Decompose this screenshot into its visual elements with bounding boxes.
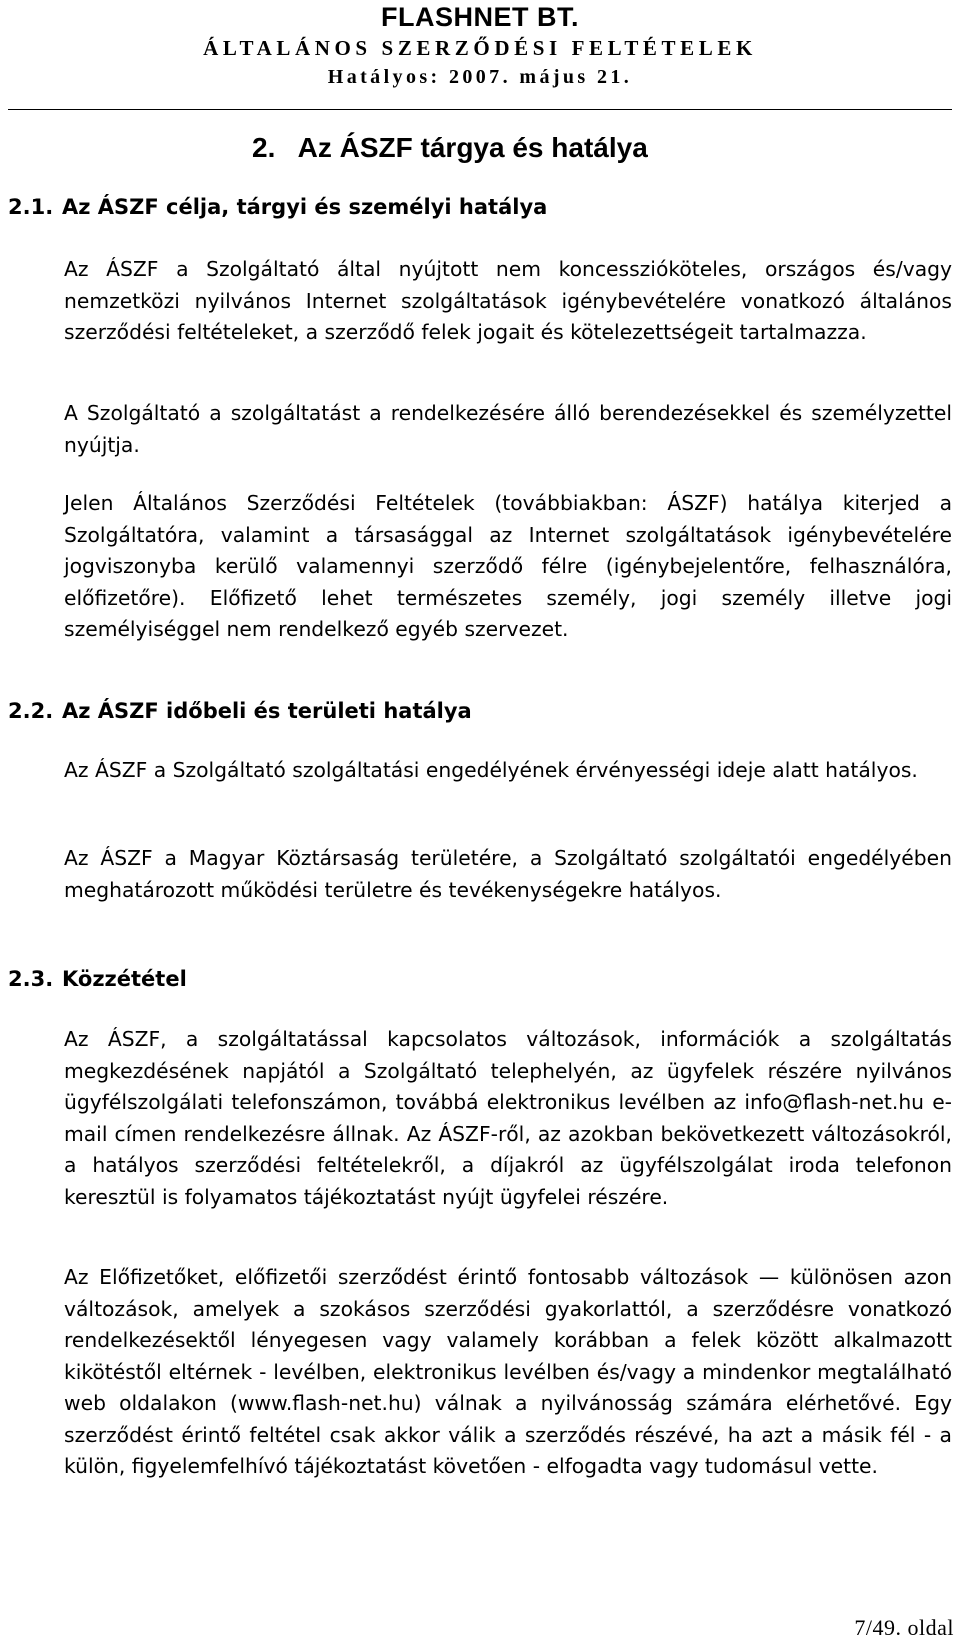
paragraph: Az Előfizetőket, előfizetői szerződést érintő fontosabb változások — különösen azon változások, amelyek a szokásos szerződési gyakorlattól, a szerződésre vonatkozó rendelkezésektől lényegesen vagy valamely korábban a felek között alkalmazott kikötéstől eltérnek - levélben, elektronikus levélben és/vagy a mindenkor megtalálható web oldalakon (www.flash-net.hu) válnak a nyilvánosság számára elérhetővé. Egy szerződést érintő feltétel csak akkor válik a szerződés részévé, ha azt a másik fél - a külön, figyelemfelhívó tájékoztatást követően - elfogadta vagy tudomásul vette. — [64, 1265, 952, 1478]
section-number: 2.1. — [8, 195, 54, 219]
section-title: Közzététel — [62, 967, 187, 991]
paragraph: Az ÁSZF a Szolgáltató által nyújtott nem koncesszióköteles, országos és/vagy nemzetközi nyilvános Internet szolgáltatások igénybevételére vonatkozó általános szerződési feltételeket, a szerződő felek jogait és kötelezettségeit tartalmazza. — [64, 257, 952, 344]
validity-date: Hatályos: 2007. május 21. — [327, 66, 633, 88]
paragraph: Jelen Általános Szerződési Feltételek (továbbiakban: ÁSZF) hatálya kiterjed a Szolgáltatóra, valamint a társasággal az Internet szolgáltatások igénybevételére jogviszonyba kerülő valamennyi szerződő félre (igénybejelentőre, felhasználóra, előfizetőre). Előfizető lehet természetes személy, jogi személy illetve jogi személyiséggel nem rendelkező egyéb szervezet. — [64, 491, 952, 641]
paragraph: Az ÁSZF, a szolgáltatással kapcsolatos változások, információk a szolgáltatás megkezdésének napjától a Szolgáltató telephelyén, az ügyfelek részére nyilvános ügyfélszolgálati telefonszámon, továbbá elektronikus levélben az info@flash-net.hu e-mail címen rendelkezésre állnak. Az ÁSZF-ről, az azokban bekövetkezett változásokról, a hatályos szerződési feltételekről, a díjakról az ügyfélszolgálat iroda telefonon keresztül is folyamatos tájékoztatást nyújt ügyfelei részére. — [64, 1027, 952, 1209]
section-number: 2.2. — [8, 699, 54, 723]
header-divider — [8, 109, 952, 110]
paragraph: Az ÁSZF a Magyar Köztársaság területére, a Szolgáltató szolgáltatói engedélyében meghatározott működési területre és tevékenységekre hatályos. — [64, 846, 952, 902]
company-name: FLASHNET BT. — [381, 2, 579, 32]
section-title: Az ÁSZF célja, tárgyi és személyi hatálya — [62, 195, 548, 219]
page-number: 7/49. oldal — [854, 1615, 954, 1640]
section-heading-2-3 — [8, 967, 187, 991]
section-title: Az ÁSZF időbeli és területi hatálya — [62, 699, 472, 723]
document-title: ÁLTALÁNOS SZERZŐDÉSI FELTÉTELEK — [203, 36, 757, 60]
section-number: 2.3. — [8, 967, 54, 991]
paragraph: Az ÁSZF a Szolgáltató szolgáltatási engedélyének érvényességi ideje alatt hatályos. — [64, 758, 918, 782]
section-heading-2-1 — [8, 195, 547, 219]
page-header — [0, 0, 960, 110]
chapter-title: 2. Az ÁSZF tárgya és hatálya — [252, 132, 648, 163]
section-heading-2-2 — [8, 699, 472, 723]
paragraph: A Szolgáltató a szolgáltatást a rendelkezésére álló berendezésekkel és személyzettel nyújtja. — [64, 401, 952, 457]
